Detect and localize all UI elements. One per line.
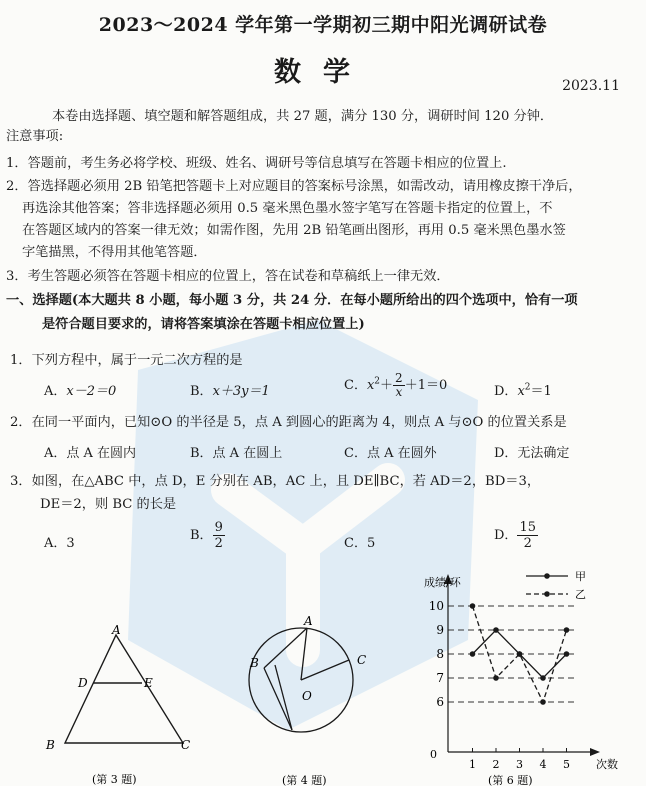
y-tick-label-7: 7 <box>436 671 444 685</box>
y-tick-label-6: 6 <box>436 695 444 709</box>
fig4-label-b: B <box>250 656 259 670</box>
section-1-heading: 一、选择题(本大题共 8 小题，每小题 3 分，共 24 分．在每小题所给出的四个选项中，恰有一项 <box>6 293 578 308</box>
fig4-caption: (第 4 题) <box>282 774 327 786</box>
legend-marker-2 <box>544 591 550 597</box>
note-3: 3．考生答题必须答在答题卡相应的位置上，答在试卷和草稿纸上一律无效． <box>6 269 450 284</box>
series-2-point-4 <box>540 699 546 705</box>
fig4-label-o: O <box>302 689 312 703</box>
fig3-label-b: B <box>46 738 55 752</box>
question-1-option-b: B．x＋3y＝1 <box>190 384 270 399</box>
series-1-point-4 <box>540 675 546 681</box>
x-axis-arrow-icon <box>590 748 600 756</box>
fig3-label-e: E <box>144 676 153 690</box>
series-1-point-5 <box>564 651 570 657</box>
paper-title: 2023～2024 学年第一学期初三期中阳光调研试卷 <box>98 14 548 36</box>
exam-date: 2023.11 <box>562 78 620 94</box>
chart-origin-label: 0 <box>430 748 437 761</box>
question-2-option-b: B．点 A 在圆上 <box>190 446 283 461</box>
question-3-option-c: C．5 <box>344 536 376 551</box>
fig3-label-c: C <box>181 738 191 752</box>
y-tick-label-9: 9 <box>436 623 444 637</box>
question-3-option-d: D． $\frac{15}{2}$ <box>494 520 536 551</box>
x-tick-label-1: 1 <box>469 758 476 771</box>
x-tick-label-2: 2 <box>492 758 500 771</box>
x-tick-label-3: 3 <box>516 758 523 771</box>
question-2-option-c: C．点 A 在圆外 <box>344 446 437 461</box>
note-1: 1．答题前，考生务必将学校、班级、姓名、调研号等信息填写在答题卡相应的位置上. <box>6 156 507 171</box>
x-tick-label-4: 4 <box>539 758 547 771</box>
subject-title: 数学 <box>274 57 372 88</box>
legend-marker-1 <box>544 573 550 579</box>
question-2-stem: 2．在同一平面内，已知⊙O 的半径是 5，点 A 到圆心的距离为 4，则点 A 与⊙O 的位置关系是 <box>10 415 567 430</box>
question-2-option-a: A．点 A 在圆内 <box>44 446 137 461</box>
question-3-stem-line-1: 3．如图，在△ABC 中，点 D，E 分别在 AB，AC 上，且 DE∥BC，若 AD＝2，BD＝3， <box>10 474 541 489</box>
fig3-caption: (第 3 题) <box>92 773 137 786</box>
question-2-option-d: D．无法确定 <box>494 446 570 461</box>
question-3-stem-line-2: DE＝2，则 BC 的长是 <box>40 497 177 512</box>
fig3-label-a: A <box>112 623 121 637</box>
question-1-stem: 1．下列方程中，属于一元二次方程的是 <box>10 353 243 368</box>
question-1-option-d: D．$x^2=1$ <box>494 382 552 399</box>
legend-label-1: 甲 <box>575 570 586 583</box>
series-2-point-3 <box>517 651 523 657</box>
fig6-caption: (第 6 题) <box>488 774 533 786</box>
notes-heading: 注意事项: <box>6 129 64 144</box>
series-1-point-2 <box>493 627 499 633</box>
intro-text: 本卷由选择题、填空题和解答题组成，共 27 题，满分 130 分，调研时间 120 分钟． <box>52 109 554 124</box>
figure-3-triangle <box>30 615 210 786</box>
series-2-point-5 <box>564 627 570 633</box>
fig4-label-c: C <box>357 653 367 667</box>
fig4-label-a: A <box>304 614 313 628</box>
series-2-point-2 <box>493 675 499 681</box>
question-3-option-b: B． $\frac{9}{2}$ <box>190 520 223 551</box>
series-1-point-1 <box>470 651 476 657</box>
note-2-line-4: 字笔描黑，不得用其他笔答题． <box>22 245 207 260</box>
section-1-heading-line-2: 是符合题目要求的，请将答案填涂在答题卡相应位置上) <box>42 317 365 332</box>
y-tick-label-10: 10 <box>428 599 444 613</box>
legend-label-2: 乙 <box>575 588 586 601</box>
question-3-option-a: A．3 <box>44 536 75 551</box>
chart-ylabel: 成绩/环 <box>424 576 461 589</box>
chart-xlabel: 次数 <box>596 758 618 771</box>
note-2-line-3: 在答题区域内的答案一律无效；如需作图，先用 2B 铅笔画出图形，再用 0.5 毫米黑色墨水签 <box>22 223 566 238</box>
figure-4-circle <box>238 610 388 786</box>
series-2-point-1 <box>470 603 476 609</box>
note-2-line-2: 再选涂其他答案；答非选择题必须用 0.5 毫米黑色墨水签字笔写在答题卡指定的位置上，不 <box>22 201 553 216</box>
figure-6-line-chart <box>418 562 646 786</box>
radius-oc <box>301 660 349 680</box>
y-tick-label-8: 8 <box>436 647 444 661</box>
radius-oa <box>301 628 307 680</box>
chart-grid <box>448 606 578 702</box>
fig3-label-d: D <box>78 676 88 690</box>
x-tick-label-5: 5 <box>563 758 570 771</box>
question-1-option-c: C．$x^2+$ $\frac{2}{x}$ ＋1＝0 <box>344 371 448 399</box>
question-1-option-a: A．x－2＝0 <box>44 384 117 399</box>
note-2-line-1: 2．答选择题必须用 2B 铅笔把答题卡上对应题目的答案标号涂黑，如需改动，请用橡皮擦干净后， <box>6 179 582 194</box>
chord-ab <box>264 628 307 668</box>
